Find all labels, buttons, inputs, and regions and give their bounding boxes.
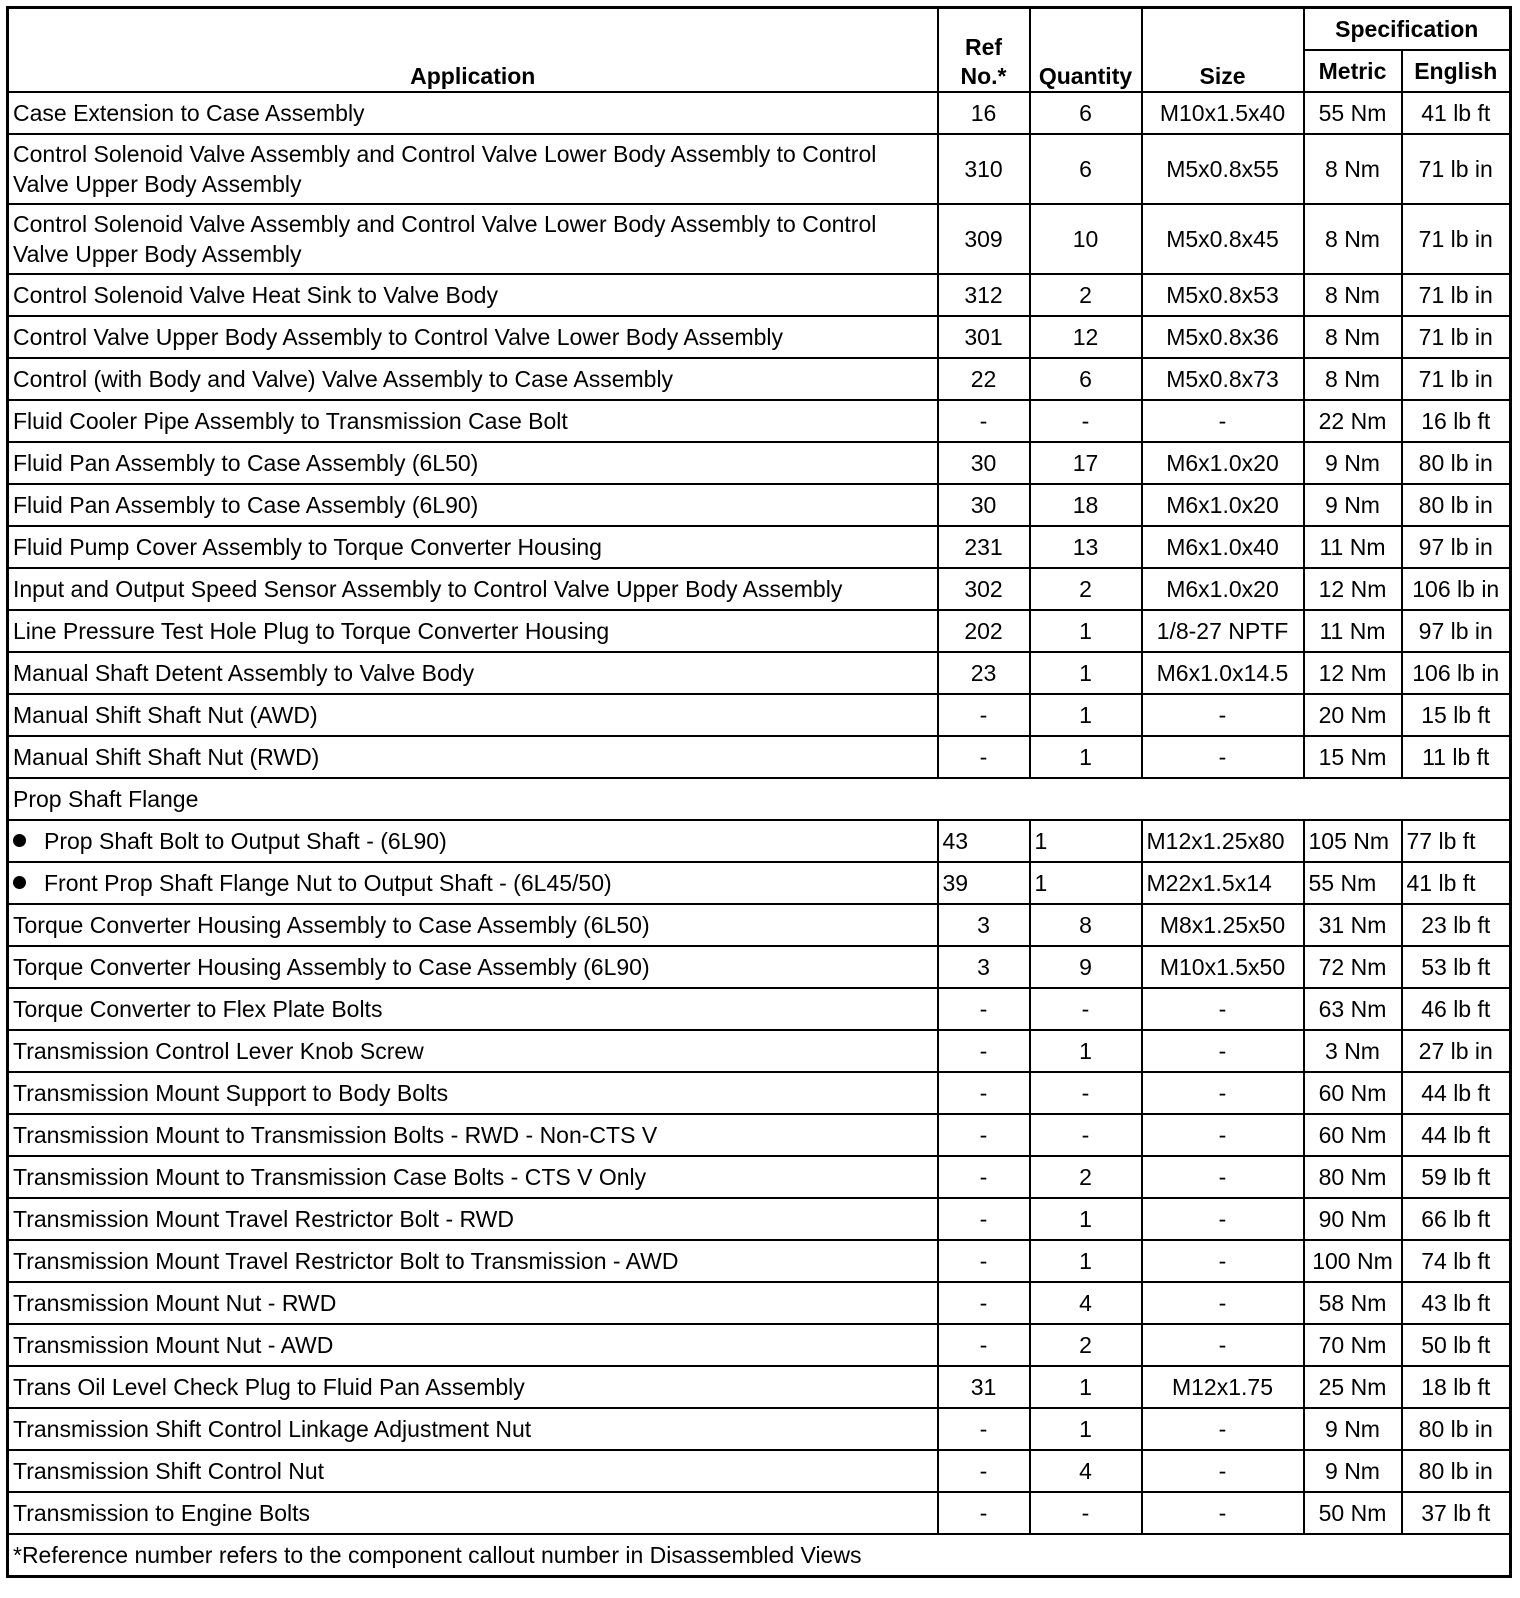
size-cell: M5x0.8x53: [1142, 274, 1304, 316]
size-cell: -: [1142, 1156, 1304, 1198]
header-size: Size: [1142, 8, 1304, 93]
metric-cell: 15 Nm: [1304, 736, 1402, 778]
table-row: [8, 568, 1511, 610]
english-cell: 97 lb in: [1402, 526, 1511, 568]
application-cell: [8, 862, 938, 904]
application-cell: Trans Oil Level Check Plug to Fluid Pan Assembly: [8, 1366, 938, 1408]
application-cell: Input and Output Speed Sensor Assembly to Control Valve Upper Body Assembly: [8, 568, 938, 610]
application-cell: Case Extension to Case Assembly: [8, 92, 938, 134]
metric-cell: 9 Nm: [1304, 1408, 1402, 1450]
application-cell: Control Solenoid Valve Assembly and Control Valve Lower Body Assembly to Control Valve Upper Body Assembly: [8, 204, 938, 274]
quantity-cell: 9: [1030, 946, 1142, 988]
group-item-label: Prop Shaft Bolt to Output Shaft - (6L90): [44, 827, 447, 854]
ref-cell: -: [938, 1156, 1030, 1198]
table-row: [8, 694, 1511, 736]
english-cell: 71 lb in: [1402, 204, 1511, 274]
application-cell: Transmission Shift Control Linkage Adjustment Nut: [8, 1408, 938, 1450]
metric-cell: 80 Nm: [1304, 1156, 1402, 1198]
english-cell: 71 lb in: [1402, 316, 1511, 358]
metric-cell: 50 Nm: [1304, 1492, 1402, 1534]
size-cell: M6x1.0x40: [1142, 526, 1304, 568]
application-cell: Torque Converter to Flex Plate Bolts: [8, 988, 938, 1030]
ref-cell: 312: [938, 274, 1030, 316]
english-cell: 71 lb in: [1402, 274, 1511, 316]
metric-cell: 100 Nm: [1304, 1240, 1402, 1282]
quantity-cell: 1: [1030, 1366, 1142, 1408]
size-cell: M10x1.5x40: [1142, 92, 1304, 134]
application-cell: Transmission Control Lever Knob Screw: [8, 1030, 938, 1072]
quantity-cell: 17: [1030, 442, 1142, 484]
table-row: [8, 358, 1511, 400]
quantity-cell: 12: [1030, 316, 1142, 358]
ref-cell: -: [938, 1408, 1030, 1450]
metric-cell: 12 Nm: [1304, 568, 1402, 610]
group-item-label: Front Prop Shaft Flange Nut to Output Shaft - (6L45/50): [44, 869, 612, 896]
quantity-cell: 1: [1030, 1198, 1142, 1240]
size-cell: M6x1.0x14.5: [1142, 652, 1304, 694]
quantity-cell: 2: [1030, 568, 1142, 610]
application-cell: Fluid Pan Assembly to Case Assembly (6L50): [8, 442, 938, 484]
metric-cell: 63 Nm: [1304, 988, 1402, 1030]
application-cell: [8, 820, 938, 862]
ref-cell: 301: [938, 316, 1030, 358]
table-row: [8, 1114, 1511, 1156]
table-row: [8, 988, 1511, 1030]
size-cell: M22x1.5x14: [1142, 862, 1304, 904]
english-cell: 80 lb in: [1402, 1408, 1511, 1450]
table-row: [8, 1156, 1511, 1198]
english-cell: 37 lb ft: [1402, 1492, 1511, 1534]
ref-cell: 309: [938, 204, 1030, 274]
english-cell: 106 lb in: [1402, 568, 1511, 610]
quantity-cell: -: [1030, 1492, 1142, 1534]
metric-cell: 11 Nm: [1304, 610, 1402, 652]
header-ref-no: [938, 8, 1030, 93]
english-cell: 18 lb ft: [1402, 1366, 1511, 1408]
application-cell: Transmission Shift Control Nut: [8, 1450, 938, 1492]
metric-cell: 8 Nm: [1304, 274, 1402, 316]
table-row: [8, 652, 1511, 694]
size-cell: -: [1142, 1240, 1304, 1282]
quantity-cell: 1: [1030, 1240, 1142, 1282]
metric-cell: 8 Nm: [1304, 134, 1402, 204]
table-row: [8, 946, 1511, 988]
metric-cell: 31 Nm: [1304, 904, 1402, 946]
table-row: [8, 274, 1511, 316]
table-row: [8, 204, 1511, 274]
english-cell: 77 lb ft: [1402, 820, 1511, 862]
group-item-row: [8, 820, 1511, 862]
table-row: [8, 316, 1511, 358]
header-english: English: [1402, 50, 1511, 92]
metric-cell: 8 Nm: [1304, 316, 1402, 358]
quantity-cell: 6: [1030, 358, 1142, 400]
ref-cell: 3: [938, 946, 1030, 988]
quantity-cell: 2: [1030, 274, 1142, 316]
footnote-row: [8, 1534, 1511, 1577]
quantity-cell: 1: [1030, 736, 1142, 778]
application-cell: Transmission to Engine Bolts: [8, 1492, 938, 1534]
application-cell: Line Pressure Test Hole Plug to Torque Converter Housing: [8, 610, 938, 652]
english-cell: 41 lb ft: [1402, 862, 1511, 904]
quantity-cell: -: [1030, 1072, 1142, 1114]
english-cell: 46 lb ft: [1402, 988, 1511, 1030]
table-row: [8, 610, 1511, 652]
quantity-cell: -: [1030, 1114, 1142, 1156]
metric-cell: 8 Nm: [1304, 358, 1402, 400]
table-row: [8, 1408, 1511, 1450]
table-row: [8, 1198, 1511, 1240]
english-cell: 59 lb ft: [1402, 1156, 1511, 1198]
quantity-cell: 10: [1030, 204, 1142, 274]
application-cell: Control Valve Upper Body Assembly to Control Valve Lower Body Assembly: [8, 316, 938, 358]
application-cell: Transmission Mount Travel Restrictor Bolt - RWD: [8, 1198, 938, 1240]
quantity-cell: -: [1030, 988, 1142, 1030]
table-row: [8, 1366, 1511, 1408]
group-header-row: [8, 778, 1511, 820]
quantity-cell: 18: [1030, 484, 1142, 526]
english-cell: 80 lb in: [1402, 442, 1511, 484]
size-cell: M6x1.0x20: [1142, 442, 1304, 484]
english-cell: 41 lb ft: [1402, 92, 1511, 134]
quantity-cell: 2: [1030, 1156, 1142, 1198]
metric-cell: 90 Nm: [1304, 1198, 1402, 1240]
application-cell: Transmission Mount Nut - AWD: [8, 1324, 938, 1366]
ref-cell: -: [938, 694, 1030, 736]
application-cell: Manual Shift Shaft Nut (AWD): [8, 694, 938, 736]
application-cell: Transmission Mount Travel Restrictor Bolt to Transmission - AWD: [8, 1240, 938, 1282]
header-specification: Specification: [1304, 8, 1511, 51]
quantity-cell: 4: [1030, 1282, 1142, 1324]
ref-cell: 30: [938, 484, 1030, 526]
metric-cell: 70 Nm: [1304, 1324, 1402, 1366]
size-cell: -: [1142, 1114, 1304, 1156]
size-cell: -: [1142, 736, 1304, 778]
group-item-row: [8, 862, 1511, 904]
application-cell: Control (with Body and Valve) Valve Assembly to Case Assembly: [8, 358, 938, 400]
metric-cell: 58 Nm: [1304, 1282, 1402, 1324]
ref-cell: 31: [938, 1366, 1030, 1408]
bullet-icon: [13, 834, 26, 847]
size-cell: M5x0.8x73: [1142, 358, 1304, 400]
size-cell: M6x1.0x20: [1142, 484, 1304, 526]
metric-cell: 3 Nm: [1304, 1030, 1402, 1072]
english-cell: 43 lb ft: [1402, 1282, 1511, 1324]
quantity-cell: -: [1030, 400, 1142, 442]
ref-cell: 16: [938, 92, 1030, 134]
ref-cell: -: [938, 1114, 1030, 1156]
size-cell: -: [1142, 988, 1304, 1030]
ref-cell: -: [938, 736, 1030, 778]
size-cell: M6x1.0x20: [1142, 568, 1304, 610]
quantity-cell: 13: [1030, 526, 1142, 568]
metric-cell: 22 Nm: [1304, 400, 1402, 442]
size-cell: -: [1142, 1408, 1304, 1450]
metric-cell: 60 Nm: [1304, 1072, 1402, 1114]
size-cell: M8x1.25x50: [1142, 904, 1304, 946]
quantity-cell: 6: [1030, 92, 1142, 134]
english-cell: 71 lb in: [1402, 134, 1511, 204]
ref-cell: -: [938, 1198, 1030, 1240]
size-cell: M5x0.8x45: [1142, 204, 1304, 274]
size-cell: -: [1142, 694, 1304, 736]
english-cell: 97 lb in: [1402, 610, 1511, 652]
header-ref-line2: No.*: [960, 63, 1007, 89]
size-cell: -: [1142, 1072, 1304, 1114]
ref-cell: -: [938, 1324, 1030, 1366]
application-cell: Fluid Cooler Pipe Assembly to Transmission Case Bolt: [8, 400, 938, 442]
english-cell: 66 lb ft: [1402, 1198, 1511, 1240]
application-cell: Transmission Mount Nut - RWD: [8, 1282, 938, 1324]
ref-cell: 302: [938, 568, 1030, 610]
table-row: [8, 400, 1511, 442]
quantity-cell: 1: [1030, 610, 1142, 652]
size-cell: M10x1.5x50: [1142, 946, 1304, 988]
table-row: [8, 134, 1511, 204]
table-row: [8, 526, 1511, 568]
size-cell: -: [1142, 1492, 1304, 1534]
table-row: [8, 1030, 1511, 1072]
ref-cell: -: [938, 988, 1030, 1030]
metric-cell: 9 Nm: [1304, 442, 1402, 484]
ref-cell: 22: [938, 358, 1030, 400]
metric-cell: 12 Nm: [1304, 652, 1402, 694]
english-cell: 23 lb ft: [1402, 904, 1511, 946]
table-row: [8, 484, 1511, 526]
application-cell: Control Solenoid Valve Assembly and Control Valve Lower Body Assembly to Control Valve Upper Body Assembly: [8, 134, 938, 204]
ref-cell: -: [938, 1282, 1030, 1324]
size-cell: M12x1.75: [1142, 1366, 1304, 1408]
application-cell: Torque Converter Housing Assembly to Case Assembly (6L90): [8, 946, 938, 988]
header-application: Application: [8, 8, 938, 93]
ref-cell: -: [938, 1072, 1030, 1114]
header-ref-line1: Ref: [964, 34, 1003, 60]
torque-spec-table: [6, 6, 1512, 1578]
english-cell: 74 lb ft: [1402, 1240, 1511, 1282]
metric-cell: 60 Nm: [1304, 1114, 1402, 1156]
size-cell: 1/8-27 NPTF: [1142, 610, 1304, 652]
quantity-cell: 1: [1030, 862, 1142, 904]
english-cell: 53 lb ft: [1402, 946, 1511, 988]
application-cell: Torque Converter Housing Assembly to Case Assembly (6L50): [8, 904, 938, 946]
ref-cell: 3: [938, 904, 1030, 946]
size-cell: -: [1142, 1324, 1304, 1366]
english-cell: 50 lb ft: [1402, 1324, 1511, 1366]
quantity-cell: 6: [1030, 134, 1142, 204]
size-cell: -: [1142, 1450, 1304, 1492]
metric-cell: 25 Nm: [1304, 1366, 1402, 1408]
application-cell: Control Solenoid Valve Heat Sink to Valve Body: [8, 274, 938, 316]
ref-cell: 43: [938, 820, 1030, 862]
metric-cell: 8 Nm: [1304, 204, 1402, 274]
table-row: [8, 1282, 1511, 1324]
english-cell: 27 lb in: [1402, 1030, 1511, 1072]
footnote: *Reference number refers to the component callout number in Disassembled Views: [8, 1534, 1511, 1577]
metric-cell: 72 Nm: [1304, 946, 1402, 988]
metric-cell: 55 Nm: [1304, 862, 1402, 904]
english-cell: 80 lb in: [1402, 484, 1511, 526]
table-row: [8, 1450, 1511, 1492]
table-row: [8, 736, 1511, 778]
metric-cell: 20 Nm: [1304, 694, 1402, 736]
quantity-cell: 2: [1030, 1324, 1142, 1366]
ref-cell: 23: [938, 652, 1030, 694]
quantity-cell: 1: [1030, 820, 1142, 862]
english-cell: 15 lb ft: [1402, 694, 1511, 736]
bullet-icon: [13, 876, 26, 889]
table-body: [8, 92, 1511, 1534]
size-cell: M12x1.25x80: [1142, 820, 1304, 862]
ref-cell: -: [938, 1492, 1030, 1534]
metric-cell: 55 Nm: [1304, 92, 1402, 134]
ref-cell: 202: [938, 610, 1030, 652]
header-quantity: Quantity: [1030, 8, 1142, 93]
application-cell: Transmission Mount Support to Body Bolts: [8, 1072, 938, 1114]
metric-cell: 9 Nm: [1304, 1450, 1402, 1492]
application-cell: Fluid Pan Assembly to Case Assembly (6L90): [8, 484, 938, 526]
ref-cell: -: [938, 1030, 1030, 1072]
table-row: [8, 1240, 1511, 1282]
size-cell: -: [1142, 400, 1304, 442]
english-cell: 80 lb in: [1402, 1450, 1511, 1492]
english-cell: 106 lb in: [1402, 652, 1511, 694]
table-row: [8, 1072, 1511, 1114]
application-cell: Transmission Mount to Transmission Case Bolts - CTS V Only: [8, 1156, 938, 1198]
size-cell: -: [1142, 1030, 1304, 1072]
english-cell: 71 lb in: [1402, 358, 1511, 400]
ref-cell: -: [938, 400, 1030, 442]
quantity-cell: 1: [1030, 1030, 1142, 1072]
table-row: [8, 904, 1511, 946]
group-title: Prop Shaft Flange: [8, 778, 1511, 820]
quantity-cell: 1: [1030, 694, 1142, 736]
ref-cell: -: [938, 1240, 1030, 1282]
size-cell: -: [1142, 1198, 1304, 1240]
english-cell: 11 lb ft: [1402, 736, 1511, 778]
table-row: [8, 442, 1511, 484]
english-cell: 16 lb ft: [1402, 400, 1511, 442]
metric-cell: 9 Nm: [1304, 484, 1402, 526]
ref-cell: -: [938, 1450, 1030, 1492]
application-cell: Manual Shift Shaft Nut (RWD): [8, 736, 938, 778]
application-cell: Transmission Mount to Transmission Bolts - RWD - Non-CTS V: [8, 1114, 938, 1156]
quantity-cell: 4: [1030, 1450, 1142, 1492]
header-row-top: [8, 8, 1511, 51]
table-row: [8, 92, 1511, 134]
table-row: [8, 1324, 1511, 1366]
quantity-cell: 1: [1030, 1408, 1142, 1450]
header-metric: Metric: [1304, 50, 1402, 92]
quantity-cell: 8: [1030, 904, 1142, 946]
table-row: [8, 1492, 1511, 1534]
ref-cell: 30: [938, 442, 1030, 484]
ref-cell: 310: [938, 134, 1030, 204]
metric-cell: 11 Nm: [1304, 526, 1402, 568]
ref-cell: 231: [938, 526, 1030, 568]
application-cell: Manual Shaft Detent Assembly to Valve Body: [8, 652, 938, 694]
size-cell: M5x0.8x55: [1142, 134, 1304, 204]
size-cell: -: [1142, 1282, 1304, 1324]
english-cell: 44 lb ft: [1402, 1114, 1511, 1156]
metric-cell: 105 Nm: [1304, 820, 1402, 862]
application-cell: Fluid Pump Cover Assembly to Torque Converter Housing: [8, 526, 938, 568]
english-cell: 44 lb ft: [1402, 1072, 1511, 1114]
ref-cell: 39: [938, 862, 1030, 904]
quantity-cell: 1: [1030, 652, 1142, 694]
size-cell: M5x0.8x36: [1142, 316, 1304, 358]
